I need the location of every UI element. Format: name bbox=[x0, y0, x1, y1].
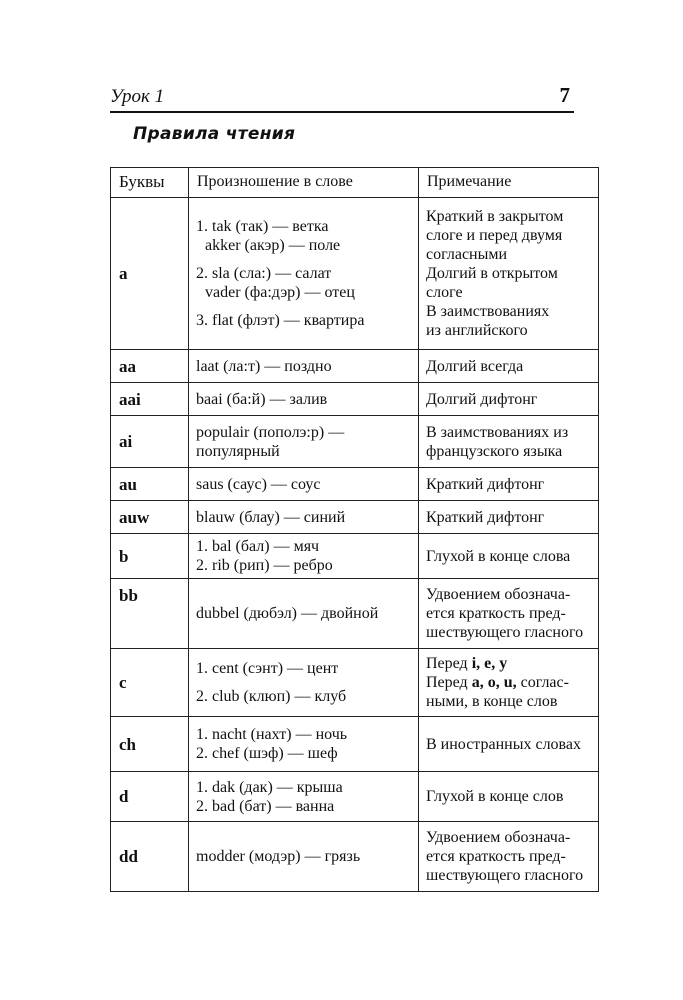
pron-line: baai (ба:й) — залив bbox=[196, 390, 328, 408]
row-letter: d bbox=[111, 772, 189, 822]
pron-line: dubbel (дюбэл) — двойной bbox=[196, 605, 379, 622]
note-line: Краткий дифтонг bbox=[426, 475, 545, 493]
row-note bbox=[419, 822, 599, 892]
note-line: согласными bbox=[426, 246, 508, 263]
row-note bbox=[419, 198, 599, 350]
table-row bbox=[111, 717, 599, 772]
reading-rules-table bbox=[110, 167, 599, 892]
column-header-pronunciation: Произношение в слове bbox=[189, 168, 419, 198]
pron-line: 1. dak (дак) — крыша bbox=[196, 778, 343, 796]
lesson-label: Урок 1 bbox=[110, 86, 165, 107]
note-letters: i, e, y bbox=[471, 655, 508, 672]
note-line: шествующего гласного bbox=[426, 624, 584, 641]
note-rest: соглас- bbox=[520, 674, 569, 691]
pron-line: популярный bbox=[196, 442, 280, 460]
page-number: 7 bbox=[559, 83, 570, 107]
note-line bbox=[426, 673, 595, 692]
note-line: слоге bbox=[426, 284, 463, 301]
pron-line: blauw (блау) — синий bbox=[196, 508, 346, 526]
row-pronunciation bbox=[189, 468, 419, 501]
row-pronunciation bbox=[189, 717, 419, 772]
pron-line: 2. chef (шэф) — шеф bbox=[196, 745, 338, 762]
row-note bbox=[419, 534, 599, 579]
note-line: Удвоением обознача- bbox=[426, 586, 571, 603]
row-note bbox=[419, 717, 599, 772]
row-letter: ai bbox=[111, 416, 189, 468]
note-line: шествующего гласного bbox=[426, 867, 584, 884]
row-letter: ch bbox=[111, 717, 189, 772]
table-row bbox=[111, 772, 599, 822]
row-letter: c bbox=[111, 649, 189, 717]
row-note bbox=[419, 416, 599, 468]
note-line: ется краткость пред- bbox=[426, 605, 566, 622]
pron-line: 2. sla (сла:) — салат bbox=[196, 265, 332, 282]
table-row bbox=[111, 579, 599, 649]
pron-line: laat (ла:т) — поздно bbox=[196, 357, 332, 375]
note-line: Долгий всегда bbox=[426, 357, 524, 375]
table-row bbox=[111, 649, 599, 717]
row-note bbox=[419, 649, 599, 717]
row-note bbox=[419, 468, 599, 501]
note-line: французского языка bbox=[426, 442, 563, 460]
header-rule bbox=[110, 111, 574, 113]
table-row bbox=[111, 468, 599, 501]
table-row bbox=[111, 534, 599, 579]
row-pronunciation bbox=[189, 350, 419, 383]
row-pronunciation bbox=[189, 416, 419, 468]
pron-line: populair (пополэ:р) — bbox=[196, 423, 345, 441]
row-note bbox=[419, 579, 599, 649]
pron-line: vader (фа:дэр) — отец bbox=[205, 284, 355, 301]
table-row bbox=[111, 416, 599, 468]
pron-line: 1. tak (так) — ветка bbox=[196, 218, 329, 235]
section-title: Правила чтения bbox=[133, 124, 296, 144]
pron-line: 2. club (клюп) — клуб bbox=[196, 688, 347, 705]
row-note bbox=[419, 501, 599, 534]
row-pronunciation bbox=[189, 534, 419, 579]
row-letter: b bbox=[111, 534, 189, 579]
row-letter: auw bbox=[111, 501, 189, 534]
note-prefix: Перед bbox=[426, 655, 468, 672]
note-line: ными, в конце слов bbox=[426, 693, 558, 710]
running-head bbox=[110, 83, 574, 110]
note-line bbox=[426, 654, 595, 673]
table-row bbox=[111, 822, 599, 892]
note-prefix: Перед bbox=[426, 674, 468, 691]
note-line: Удвоением обознача- bbox=[426, 829, 571, 846]
table-row bbox=[111, 383, 599, 416]
pron-line: 1. nacht (нахт) — ночь bbox=[196, 726, 348, 743]
pron-line: 2. bad (бат) — ванна bbox=[196, 797, 335, 815]
table-header-row bbox=[111, 168, 599, 198]
note-line: Глухой в конце слов bbox=[426, 788, 564, 805]
row-letter: au bbox=[111, 468, 189, 501]
pron-line: akker (акэр) — поле bbox=[205, 237, 341, 254]
row-letter: dd bbox=[111, 822, 189, 892]
row-pronunciation bbox=[189, 649, 419, 717]
note-line: Краткий в закрытом bbox=[426, 208, 564, 225]
note-line: Долгий в открытом bbox=[426, 265, 558, 282]
row-note bbox=[419, 383, 599, 416]
note-line: Краткий дифтонг bbox=[426, 508, 545, 526]
pron-line: 1. cent (сэнт) — цент bbox=[196, 660, 339, 677]
row-note bbox=[419, 350, 599, 383]
row-pronunciation bbox=[189, 501, 419, 534]
note-letters: a, o, u, bbox=[471, 674, 517, 691]
column-header-note: Примечание bbox=[419, 168, 599, 198]
note-line: слоге и перед двумя bbox=[426, 227, 563, 244]
row-pronunciation bbox=[189, 198, 419, 350]
pron-line: 2. rib (рип) — ребро bbox=[196, 557, 333, 574]
note-line: Долгий дифтонг bbox=[426, 390, 538, 408]
row-pronunciation bbox=[189, 383, 419, 416]
note-line: В заимствованиях bbox=[426, 303, 550, 320]
row-letter: aai bbox=[111, 383, 189, 416]
note-line: ется краткость пред- bbox=[426, 848, 566, 865]
column-header-letters: Буквы bbox=[111, 168, 189, 198]
row-pronunciation bbox=[189, 772, 419, 822]
row-letter: bb bbox=[111, 579, 189, 649]
note-line: из английского bbox=[426, 322, 528, 339]
row-pronunciation bbox=[189, 579, 419, 649]
table-row bbox=[111, 198, 599, 350]
pron-line: modder (модэр) — грязь bbox=[196, 848, 361, 865]
row-letter: a bbox=[111, 198, 189, 350]
row-note bbox=[419, 772, 599, 822]
row-pronunciation bbox=[189, 822, 419, 892]
row-letter: aa bbox=[111, 350, 189, 383]
note-line: В заимствованиях из bbox=[426, 423, 569, 441]
pron-line: saus (саус) — соус bbox=[196, 475, 321, 493]
note-line: Глухой в конце слова bbox=[426, 547, 571, 565]
pron-line: 3. flat (флэт) — квартира bbox=[196, 312, 365, 329]
table-row bbox=[111, 501, 599, 534]
table-row bbox=[111, 350, 599, 383]
pron-line: 1. bal (бал) — мяч bbox=[196, 538, 320, 555]
note-line: В иностранных словах bbox=[426, 735, 581, 753]
